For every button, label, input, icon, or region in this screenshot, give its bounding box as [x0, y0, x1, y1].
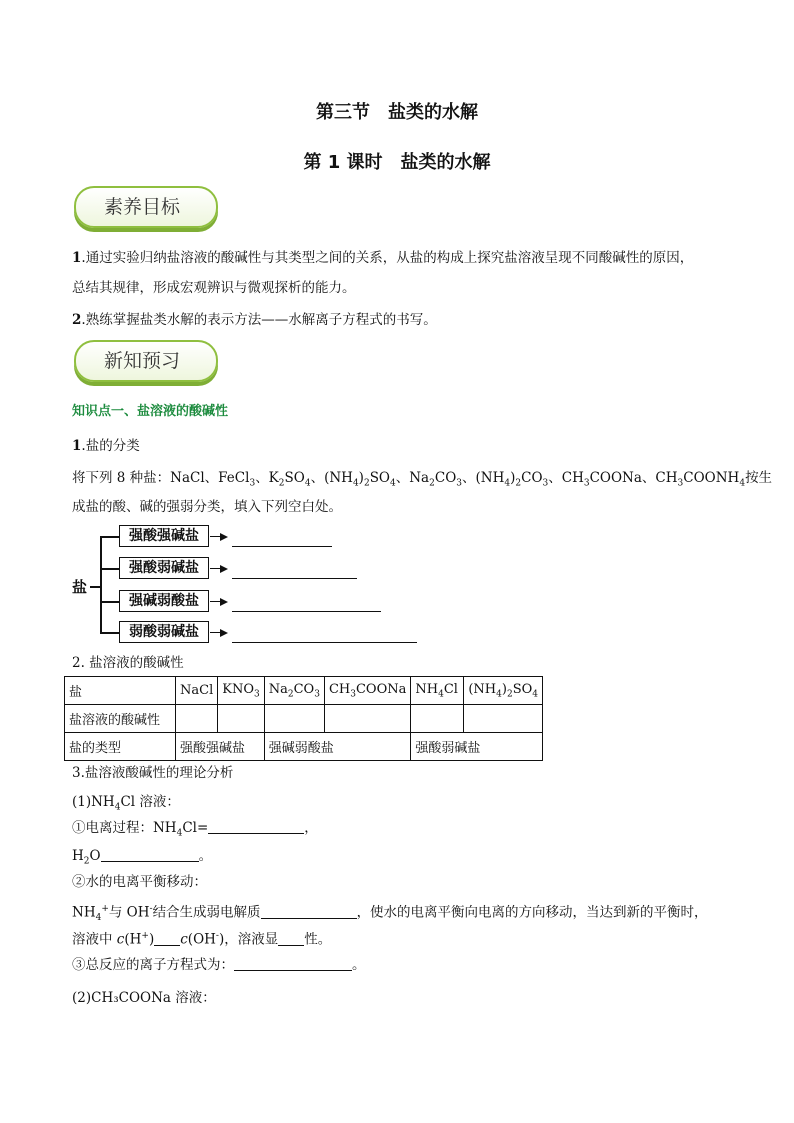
step-1-post: Cl=: [182, 820, 209, 836]
table-answer-cell[interactable]: [264, 705, 324, 733]
weak-electrolyte-blank[interactable]: [261, 904, 357, 919]
subsection-1-text: .盐的分类: [81, 438, 140, 454]
tree-branch-1: [100, 536, 119, 538]
h2o-h: H: [72, 848, 84, 864]
table-answer-cell[interactable]: [176, 705, 218, 733]
nature-blank[interactable]: [278, 931, 304, 946]
compare-blank[interactable]: [154, 931, 180, 946]
table-cell-nacl: NaCl: [176, 677, 218, 705]
table-cell-type-1: 强酸强碱盐: [176, 733, 265, 761]
table-cell-kno3: $KNO_3$: [218, 677, 264, 705]
h2o-blank[interactable]: [101, 847, 199, 862]
subsection-1-title: [72, 436, 140, 456]
subsection-1-number: 1: [72, 438, 82, 454]
subsection-3-title: 3.盐溶液酸碱性的理论分析: [72, 765, 234, 781]
table-cell-type-label: 盐的类型: [65, 733, 176, 761]
nh4cl-heading: $(1)NH_4Cl$ 溶液：: [72, 794, 180, 813]
salt-acidity-table: [64, 676, 543, 761]
arrow-head-1: [220, 533, 228, 541]
category-box-3: 强碱弱酸盐: [119, 590, 209, 612]
tree-branch-2: [100, 568, 119, 570]
goal-1-number: 1: [72, 250, 82, 266]
goal-1-line-2: 总结其规律，形成宏观辨识与微观探析的能力。: [72, 280, 356, 296]
table-row: [65, 677, 543, 705]
subsection-2-title: 2. 盐溶液的酸碱性: [72, 655, 184, 671]
step-2-title: ②水的电离平衡移动：: [72, 874, 207, 890]
table-cell-ch3coona: $CH_3COONa$: [324, 677, 410, 705]
goal-1-line-1: [72, 248, 693, 268]
step-3-text: ③总反应的离子方程式为：: [72, 957, 234, 973]
table-row: [65, 705, 543, 733]
tree-root-connector: [90, 586, 100, 588]
table-answer-cell[interactable]: [324, 705, 410, 733]
ch3coona-heading: (2)CH₃COONa 溶液：: [72, 990, 216, 1006]
tree-trunk: [100, 536, 102, 633]
knowledge-point-1-heading: 知识点一、盐溶液的酸碱性: [72, 404, 229, 419]
answer-blank-4[interactable]: [232, 642, 417, 643]
table-cell-nh4cl: $NH_4Cl$: [411, 677, 464, 705]
table-cell-nh4-2so4: $(NH_4)_2SO_4$: [464, 677, 543, 705]
category-box-1: 强酸强碱盐: [119, 525, 209, 547]
table-cell-na2co3: $Na_2CO_3$: [264, 677, 324, 705]
table-answer-cell[interactable]: [464, 705, 543, 733]
section-title: 第三节 盐类的水解: [316, 102, 478, 123]
goal-1-text: .通过实验归纳盐溶液的酸碱性与其类型之间的关系，从盐的构成上探究盐溶液呈现不同酸碱性的原因，: [81, 250, 694, 266]
table-cell-acidity-label: 盐溶液的酸碱性: [65, 705, 176, 733]
step-3-line: ③总反应的离子方程式为： 。: [72, 957, 366, 973]
category-box-4: 弱酸弱碱盐: [119, 621, 209, 643]
arrow-head-2: [220, 565, 228, 573]
intro-line-2: 成盐的酸、碱的强弱分类，填入下列空白处。: [72, 499, 342, 515]
nh4cl-heading-pre: (1)NH: [72, 794, 115, 810]
answer-blank-1[interactable]: [232, 546, 332, 547]
category-box-2: 强酸弱碱盐: [119, 557, 209, 579]
step-2-line-2: 溶液中 c(H+) c(OH-)，溶液显 性。: [72, 931, 332, 948]
step-1-line: ①电离过程：$NH_4Cl=$ ，: [72, 820, 318, 839]
goal-2-number: 2: [72, 312, 82, 328]
goals-badge-label: 素养目标: [104, 196, 181, 218]
answer-blank-2[interactable]: [232, 578, 357, 579]
preview-badge-label: 新知预习: [104, 350, 181, 372]
goal-2: [72, 310, 437, 330]
arrow-head-3: [220, 598, 228, 606]
table-cell-type-3: 强酸弱碱盐: [411, 733, 543, 761]
table-row: [65, 733, 543, 761]
step-1-pre: ①电离过程：NH: [72, 820, 177, 836]
nh4cl-heading-post: Cl 溶液：: [120, 794, 180, 810]
arrow-head-4: [220, 629, 228, 637]
lesson-title: 第 1 课时 盐类的水解: [303, 152, 491, 173]
answer-blank-3[interactable]: [232, 611, 381, 612]
h2o-o: O: [89, 848, 101, 864]
goals-badge: [74, 186, 218, 228]
tree-root-label: 盐: [72, 578, 88, 596]
table-answer-cell[interactable]: [411, 705, 464, 733]
goal-2-text: .熟练掌握盐类水解的表示方法——水解离子方程式的书写。: [81, 312, 437, 328]
h2o-line: $H_2O$ 。: [72, 848, 213, 867]
tree-branch-3: [100, 601, 119, 603]
table-cell-type-2: 强碱弱酸盐: [264, 733, 411, 761]
ionic-equation-blank[interactable]: [234, 956, 352, 971]
step-1-blank[interactable]: [208, 819, 304, 834]
tree-branch-4: [100, 632, 119, 634]
step-2-line-1: $NH_4^+$与 OH-结合生成弱电解质 ，使水的电离平衡向电离的方向移动，当达到新的平衡时，: [72, 904, 708, 924]
table-answer-cell[interactable]: [218, 705, 264, 733]
table-cell-salt-label: 盐: [65, 677, 176, 705]
intro-line-1: 将下列 8 种盐：NaCl、FeCl$_3$、$K_2SO_4$、$(NH_4)_2SO_4$、$Na_2CO_3$、$(NH_4)_2CO_3$、$CH_3COONa$、$CH_3COONH_4$按生: [72, 470, 773, 489]
preview-badge: [74, 340, 218, 382]
